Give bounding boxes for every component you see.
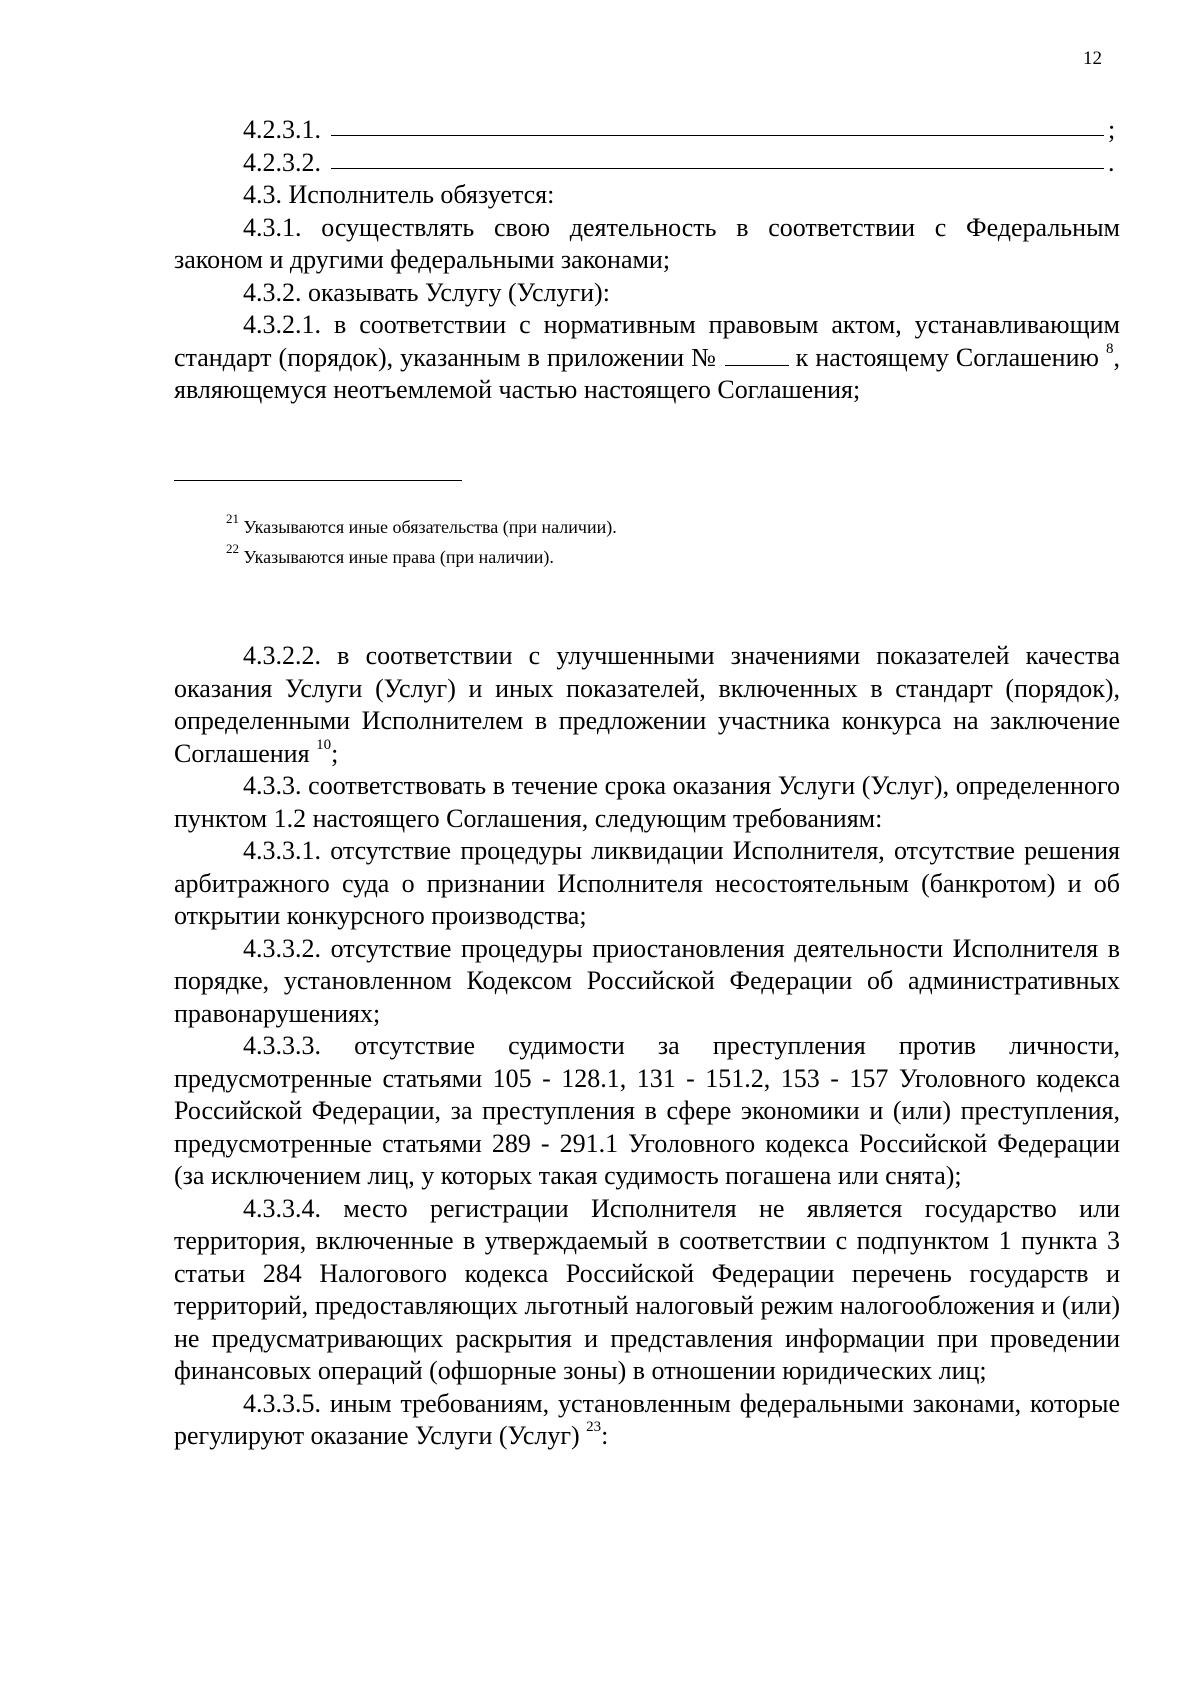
footnote-21: [226, 512, 1106, 542]
item-4-3-3-3: 4.3.3.3. отсутствие судимости за преступления против личности, предусмотренные статьями 105 - 128.1, 131 - 151.2, 153 - 157 Уголовного кодекса Российской Федерации, за преступления в сфере экономики и (или) преступления, предусмотренные статьями 289 - 291.1 Уголовного кодекса Российской Федерации (за исключением лиц, у которых такая судимость погашена или снята);: [174, 1031, 1120, 1190]
fill-in-blank-line: [331, 113, 1104, 136]
item-text: 4.3.2.1. в соответствии с нормативным правовым актом, устанавливающим стандарт (порядок), указанным в приложении №: [174, 310, 1120, 372]
item-4-3-2-1: [174, 309, 1120, 407]
footnotes: [226, 512, 1106, 572]
footnote-ref: 10: [316, 736, 332, 753]
fill-in-blank-short: [725, 345, 789, 366]
item-4-2-3-1: [174, 114, 1120, 147]
item-label: 4.2.3.2.: [243, 147, 321, 177]
item-text: к настоящему Соглашению: [795, 342, 1099, 372]
item-4-3-3-2: 4.3.3.2. отсутствие процедуры приостановления деятельности Исполнителя в порядке, установленном Кодексом Российской Федерации об административных правонарушениях;: [174, 933, 1120, 1028]
footnote-text: Указываются иные обязательства (при наличии).: [243, 517, 617, 537]
item-end-punct: ;: [331, 738, 339, 768]
footnote-ref: 8: [1106, 340, 1114, 357]
item-label: 4.2.3.1.: [243, 115, 321, 144]
item-text: , являющемуся неотъемлемой частью настоящего Соглашения;: [174, 342, 1121, 404]
bottom-text-block: [174, 640, 1120, 1453]
item-4-3-3-5: [174, 1388, 1120, 1453]
item-4-3-2: 4.3.2. оказывать Услугу (Услуги):: [243, 277, 610, 307]
page-number: 12: [1083, 48, 1102, 69]
item-end-punct: :: [601, 1421, 609, 1450]
footnote-22: [226, 542, 1106, 572]
item-text: 4.3.2.2. в соответствии с улучшенными значениями показателей качества оказания Услуги (Услуг) и иных показателей, включенных в стандарт (порядок), определенными Исполнителем в предложении участника конкурса на заключение Соглашения: [174, 641, 1120, 768]
item-4-2-3-2: [174, 147, 1120, 180]
fill-in-blank-line: [331, 146, 1104, 169]
item-4-3-3: 4.3.3. соответствовать в течение срока оказания Услуги (Услуг), определенного пунктом 1.2 настоящего Соглашения, следующим требованиям:: [174, 771, 1120, 833]
item-4-3-1: 4.3.1. осуществлять свою деятельность в соответствии с Федеральным законом и другими федеральными законами;: [174, 212, 1120, 274]
item-end-punct: .: [1108, 147, 1115, 177]
item-4-3-3-4: 4.3.3.4. место регистрации Исполнителя не является государство или территория, включенные в утверждаемый в соответствии с подпунктом 1 пункта 3 статьи 284 Налогового кодекса Российской Федерации перечень государств и территорий, предоставляющих льготный налоговый режим налогообложения и (или) не предусматривающих раскрытия и представления информации при проведении финансовых операций (офшорные зоны) в отношении юридических лиц;: [174, 1193, 1120, 1385]
item-4-3-3-1: 4.3.3.1. отсутствие процедуры ликвидации Исполнителя, отсутствие решения арбитражного суда о признании Исполнителя несостоятельным (банкротом) и об открытии конкурсного производства;: [174, 836, 1120, 930]
item-end-punct: ;: [1108, 115, 1116, 144]
item-4-3-2-2: [174, 640, 1120, 770]
footnote-number: 21: [226, 511, 239, 526]
footnote-text: Указываются иные права (при наличии).: [243, 547, 554, 567]
item-4-3: 4.3. Исполнитель обязуется:: [243, 180, 555, 209]
footnote-number: 22: [226, 541, 239, 556]
footnote-separator: [174, 480, 462, 481]
top-text-block: [174, 114, 1120, 407]
footnote-ref: 23: [586, 1419, 602, 1436]
item-text: 4.3.3.5. иным требованиям, установленным федеральными законами, которые регулируют оказание Услуги (Услуг): [174, 1388, 1120, 1450]
